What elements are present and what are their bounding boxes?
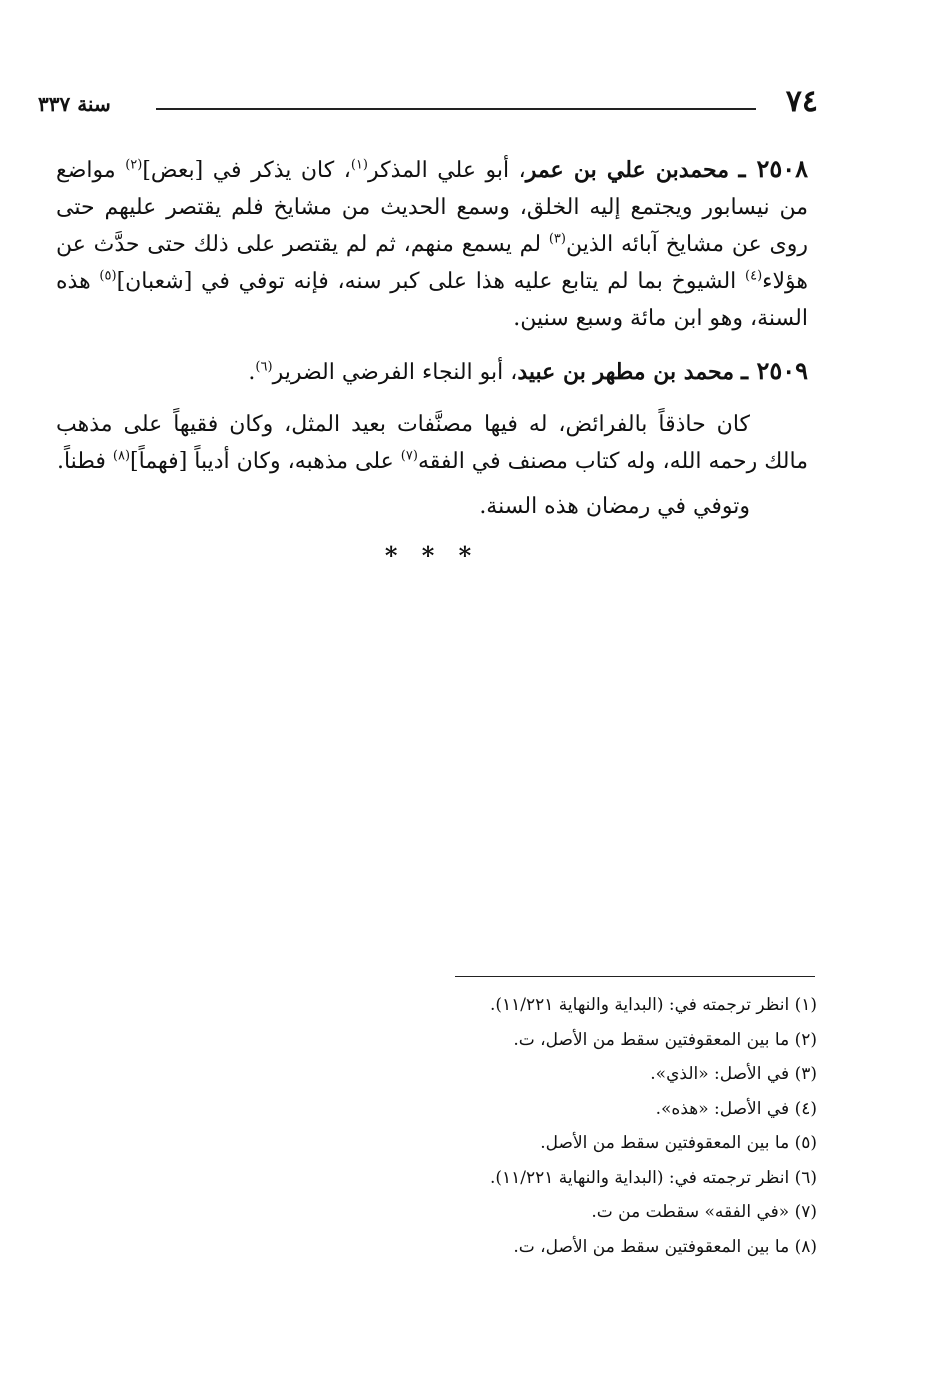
page-number: ٧٤: [785, 84, 818, 119]
entry-text: ، كان يذكر في [بعض]: [142, 158, 351, 183]
footnote-ref: (١): [350, 157, 368, 173]
paragraph-text: كان حاذقاً بالفرائض، له فيها مصنَّفات بعيد المثل، وكان فقيهاً على مذهب مالك رحمه الله، وله كتاب مصنف في الفقه: [56, 412, 808, 474]
entry-text: .: [248, 360, 256, 385]
running-header: [38, 84, 818, 124]
entry-2508: [56, 150, 808, 337]
footnote: (٤) في الأصل: «هذه».: [655, 1098, 817, 1119]
paragraph: وتوفي في رمضان هذه السنة.: [479, 494, 750, 519]
entry-text: الشيوخ بما لم يتابع عليه هذا على كبر سنه، فإنه توفي في [شعبان]: [116, 269, 746, 294]
entry-number: ٢٥٠٨ ـ: [738, 154, 809, 183]
section-separator: * * *: [384, 541, 480, 570]
footnote: (٢) ما بين المعقوفتين سقط من الأصل، ت.: [513, 1029, 817, 1050]
footnote: (٥) ما بين المعقوفتين سقط من الأصل.: [540, 1133, 817, 1153]
footnote: (٦) انظر ترجمته في: (البداية والنهاية ١١/٢٢١).: [489, 1167, 817, 1188]
entry-text: مواضع من نيسابور ويجتمع إليه الخلق، وسمع الحديث من مشايخ فلم يقتصر عليهم حتى روى عن مشايخ آبائه الذين: [56, 158, 808, 257]
footnotes-list: [317, 988, 817, 1264]
footnote: (٨) ما بين المعقوفتين سقط من الأصل، ت.: [513, 1236, 817, 1257]
entry-text: ، أبو علي المذكر: [367, 158, 526, 183]
paragraph: [56, 406, 808, 480]
entry-text: هذه السنة، وهو ابن مائة وسبع سنين.: [56, 269, 808, 331]
footnote: (٧) «في الفقه» سقطت من ت.: [591, 1202, 817, 1222]
header-rule: [156, 108, 756, 110]
footnote-ref: (٣): [548, 231, 566, 247]
footnote-ref: (٨): [112, 448, 131, 464]
entry-2509: [56, 352, 808, 391]
entry-number: ٢٥٠٩ ـ: [741, 356, 808, 385]
footnote-ref: (٧): [400, 448, 418, 464]
main-text: [56, 150, 808, 574]
footnote-rule: [455, 976, 815, 977]
entry-name: محمد بن مطهر بن عبيد: [517, 359, 735, 385]
year-label: سنة ٣٣٧: [38, 92, 111, 116]
footnote: (١) انظر ترجمته في: (البداية والنهاية ١١/٢٢١).: [489, 995, 817, 1015]
footnote-ref: (٢): [125, 157, 143, 173]
footnote-ref: (٥): [99, 268, 117, 284]
entry-text: ، أبو النجاء الفرضي الضرير: [272, 360, 518, 385]
paragraph-text: على مذهبه، وكان أديباً [فهماً]: [130, 449, 401, 474]
footnote-ref: (٦): [255, 359, 273, 375]
paragraph-text: فطناً.: [56, 449, 113, 474]
footnote: (٣) في الأصل: «الذي».: [650, 1064, 817, 1084]
footnote-ref: (٤): [745, 268, 763, 284]
entry-text: لم يسمع منهم، ثم لم يقتصر على ذلك حتى حدَّث عن هؤلاء: [56, 232, 809, 294]
entry-name: محمدبن علي بن عمر: [525, 157, 729, 183]
